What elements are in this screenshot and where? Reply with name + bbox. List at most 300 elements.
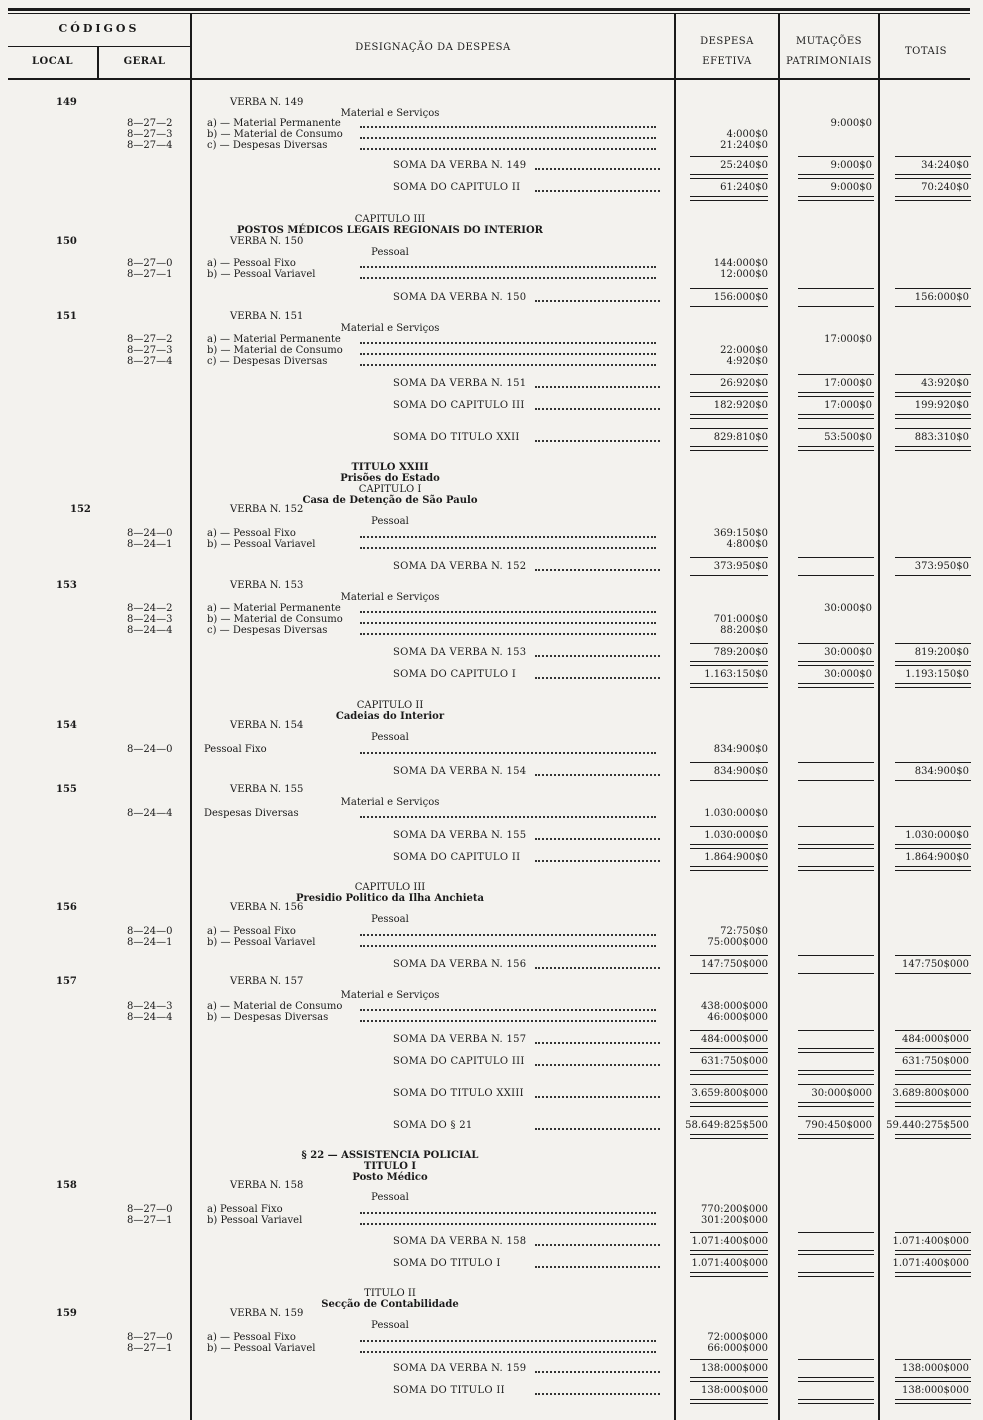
rule-totais-bottom bbox=[895, 392, 971, 393]
rule-totais-top bbox=[895, 848, 971, 849]
soma-mutacoes-value: 17:000$0 bbox=[824, 378, 872, 389]
section-heading: TITULO I bbox=[363, 1161, 417, 1172]
mutacoes-value: 30:000$0 bbox=[824, 603, 872, 614]
line-item-label: c) — Despesas Diversas bbox=[207, 140, 328, 151]
leader-dots bbox=[535, 1244, 660, 1246]
soma-totais-value: 1.193:150$0 bbox=[905, 669, 969, 680]
header-bottom-rule bbox=[8, 78, 970, 80]
soma-despesa-value: 1.071:400$000 bbox=[691, 1258, 768, 1269]
rule-mutacoes-bottom bbox=[798, 306, 874, 307]
soma-label: SOMA DO § 21 bbox=[393, 1120, 473, 1131]
soma-despesa-value: 156:000$0 bbox=[713, 292, 768, 303]
local-code: 151 bbox=[56, 311, 77, 322]
rule-mutacoes-bottom bbox=[798, 1399, 874, 1400]
soma-despesa-value: 834:900$0 bbox=[713, 766, 768, 777]
leader-dots bbox=[360, 934, 656, 936]
rule-despesa-top bbox=[690, 1232, 768, 1233]
soma-totais-value: 3.689:800$000 bbox=[892, 1088, 969, 1099]
geral-code: 8—24—3 bbox=[127, 1001, 173, 1012]
rule-despesa-double bbox=[690, 450, 768, 451]
rule-despesa-double bbox=[690, 1106, 768, 1107]
rule-mutacoes-double bbox=[798, 450, 874, 451]
rule-despesa-top bbox=[690, 1084, 768, 1085]
rule-totais-bottom bbox=[895, 1377, 971, 1378]
rule-mutacoes-top bbox=[798, 762, 874, 763]
rule-totais-bottom bbox=[895, 1102, 971, 1103]
rule-totais-bottom bbox=[895, 414, 971, 415]
section-heading: Pessoal bbox=[371, 1192, 409, 1203]
soma-label: SOMA DA VERBA N. 152 bbox=[393, 561, 527, 572]
rule-totais-top bbox=[895, 288, 971, 289]
rule-mutacoes-top bbox=[798, 1381, 874, 1382]
rule-mutacoes-bottom bbox=[798, 683, 874, 684]
despesa-value: 369:150$0 bbox=[713, 528, 768, 539]
section-heading: CAPITULO I bbox=[358, 484, 422, 495]
section-heading: Material e Serviços bbox=[340, 797, 440, 808]
rule-mutacoes-top bbox=[798, 288, 874, 289]
verba-heading: VERBA N. 151 bbox=[230, 311, 304, 322]
rule-despesa-top bbox=[690, 1116, 768, 1117]
rule-totais-bottom bbox=[895, 1134, 971, 1135]
rule-despesa-double bbox=[690, 1138, 768, 1139]
rule-despesa-double bbox=[690, 200, 768, 201]
rule-totais-bottom bbox=[895, 1250, 971, 1251]
leader-dots bbox=[535, 1128, 660, 1130]
header-local: LOCAL bbox=[32, 56, 73, 67]
soma-despesa-value: 26:920$0 bbox=[720, 378, 768, 389]
col-line-mutacoes bbox=[778, 14, 780, 1420]
geral-code: 8—24—4 bbox=[127, 1012, 173, 1023]
rule-mutacoes-double bbox=[798, 1106, 874, 1107]
despesa-value: 4:000$0 bbox=[726, 129, 768, 140]
soma-label: SOMA DA VERBA N. 153 bbox=[393, 647, 527, 658]
soma-totais-value: 484:000$000 bbox=[902, 1034, 969, 1045]
rule-mutacoes-double bbox=[798, 1138, 874, 1139]
rule-despesa-top bbox=[690, 288, 768, 289]
rule-totais-bottom bbox=[895, 1272, 971, 1273]
rule-mutacoes-bottom bbox=[798, 414, 874, 415]
geral-code: 8—24—0 bbox=[127, 528, 173, 539]
header-mutacoes-2: PATRIMONIAIS bbox=[786, 56, 872, 67]
rule-totais-bottom bbox=[895, 446, 971, 447]
soma-mutacoes-value: 790:450$000 bbox=[805, 1120, 872, 1131]
despesa-value: 88:200$0 bbox=[720, 625, 768, 636]
rule-mutacoes-bottom bbox=[798, 866, 874, 867]
soma-despesa-value: 25:240$0 bbox=[720, 160, 768, 171]
section-heading: CAPITULO II bbox=[356, 700, 424, 711]
leader-dots bbox=[535, 1393, 660, 1395]
soma-totais-value: 147:750$000 bbox=[902, 959, 969, 970]
leader-dots bbox=[535, 838, 660, 840]
leader-dots bbox=[535, 1064, 660, 1066]
rule-totais-top bbox=[895, 1030, 971, 1031]
line-item-label: c) — Despesas Diversas bbox=[207, 625, 328, 636]
geral-code: 8—27—1 bbox=[127, 1343, 173, 1354]
rule-mutacoes-top bbox=[798, 178, 874, 179]
section-heading: Material e Serviços bbox=[340, 108, 440, 119]
soma-totais-value: 34:240$0 bbox=[921, 160, 969, 171]
rule-despesa-bottom bbox=[690, 1134, 768, 1135]
soma-mutacoes-value: 53:500$0 bbox=[824, 432, 872, 443]
rule-despesa-double bbox=[690, 418, 768, 419]
soma-mutacoes-value: 30:000$0 bbox=[824, 647, 872, 658]
local-code: 158 bbox=[56, 1180, 77, 1191]
despesa-value: 22:000$0 bbox=[720, 345, 768, 356]
soma-despesa-value: 1.071:400$000 bbox=[691, 1236, 768, 1247]
soma-label: SOMA DA VERBA N. 150 bbox=[393, 292, 527, 303]
soma-totais-value: 819:200$0 bbox=[914, 647, 969, 658]
soma-despesa-value: 147:750$000 bbox=[701, 959, 768, 970]
rule-totais-top bbox=[895, 1381, 971, 1382]
rule-mutacoes-top bbox=[798, 1359, 874, 1360]
soma-totais-value: 43:920$0 bbox=[921, 378, 969, 389]
rule-despesa-top bbox=[690, 1381, 768, 1382]
soma-despesa-value: 789:200$0 bbox=[713, 647, 768, 658]
section-heading: Cadeias do Interior bbox=[335, 711, 445, 722]
verba-heading: VERBA N. 156 bbox=[230, 902, 304, 913]
rule-mutacoes-top bbox=[798, 374, 874, 375]
leader-dots bbox=[360, 126, 656, 128]
soma-totais-value: 834:900$0 bbox=[914, 766, 969, 777]
rule-despesa-bottom bbox=[690, 1102, 768, 1103]
despesa-value: 1.030:000$0 bbox=[704, 808, 768, 819]
rule-totais-top bbox=[895, 396, 971, 397]
rule-mutacoes-bottom bbox=[798, 844, 874, 845]
rule-totais-double bbox=[895, 1074, 971, 1075]
leader-dots bbox=[360, 752, 656, 754]
rule-totais-bottom bbox=[895, 661, 971, 662]
rule-totais-bottom bbox=[895, 780, 971, 781]
soma-totais-value: 199:920$0 bbox=[914, 400, 969, 411]
local-code: 154 bbox=[56, 720, 77, 731]
geral-code: 8—27—0 bbox=[127, 1204, 173, 1215]
rule-mutacoes-double bbox=[798, 1074, 874, 1075]
rule-totais-bottom bbox=[895, 575, 971, 576]
rule-mutacoes-top bbox=[798, 643, 874, 644]
rule-mutacoes-top bbox=[798, 557, 874, 558]
local-code: 156 bbox=[56, 902, 77, 913]
rule-despesa-top bbox=[690, 178, 768, 179]
rule-totais-bottom bbox=[895, 844, 971, 845]
rule-despesa-bottom bbox=[690, 661, 768, 662]
soma-totais-value: 1.864:900$0 bbox=[905, 852, 969, 863]
rule-mutacoes-bottom bbox=[798, 174, 874, 175]
verba-heading: VERBA N. 159 bbox=[230, 1308, 304, 1319]
leader-dots bbox=[360, 816, 656, 818]
rule-mutacoes-top bbox=[798, 396, 874, 397]
rule-mutacoes-bottom bbox=[798, 973, 874, 974]
soma-totais-value: 138:000$000 bbox=[902, 1363, 969, 1374]
leader-dots bbox=[535, 1096, 660, 1098]
rule-despesa-bottom bbox=[690, 414, 768, 415]
geral-code: 8—27—3 bbox=[127, 345, 173, 356]
rule-totais-bottom bbox=[895, 866, 971, 867]
rule-totais-top bbox=[895, 1359, 971, 1360]
rule-mutacoes-bottom bbox=[798, 1377, 874, 1378]
despesa-value: 66:000$000 bbox=[707, 1343, 768, 1354]
leader-dots bbox=[360, 342, 656, 344]
leader-dots bbox=[360, 266, 656, 268]
rule-totais-top bbox=[895, 1116, 971, 1117]
local-code: 159 bbox=[56, 1308, 77, 1319]
rule-mutacoes-bottom bbox=[798, 661, 874, 662]
section-heading: Casa de Detenção de São Paulo bbox=[302, 495, 478, 506]
soma-label: SOMA DO TITULO XXII bbox=[393, 432, 520, 443]
rule-despesa-bottom bbox=[690, 1377, 768, 1378]
rule-despesa-top bbox=[690, 1052, 768, 1053]
geral-code: 8—27—4 bbox=[127, 140, 173, 151]
rule-despesa-bottom bbox=[690, 866, 768, 867]
rule-mutacoes-bottom bbox=[798, 1048, 874, 1049]
despesa-value: 834:900$0 bbox=[713, 744, 768, 755]
geral-code: 8—27—2 bbox=[127, 118, 173, 129]
soma-totais-value: 156:000$0 bbox=[914, 292, 969, 303]
local-code: 157 bbox=[56, 976, 77, 987]
col-line-totais bbox=[878, 14, 880, 1420]
line-item-label: a) — Material Permanente bbox=[207, 603, 341, 614]
despesa-value: 72:750$0 bbox=[720, 926, 768, 937]
leader-dots bbox=[360, 1020, 656, 1022]
line-item-label: a) — Material de Consumo bbox=[207, 1001, 343, 1012]
rule-mutacoes-top bbox=[798, 1232, 874, 1233]
soma-mutacoes-value: 30:000$0 bbox=[824, 669, 872, 680]
soma-totais-value: 1.030:000$0 bbox=[905, 830, 969, 841]
leader-dots bbox=[360, 945, 656, 947]
rule-mutacoes-top bbox=[798, 428, 874, 429]
despesa-value: 72:000$000 bbox=[707, 1332, 768, 1343]
section-heading: Pessoal bbox=[371, 516, 409, 527]
soma-mutacoes-value: 17:000$0 bbox=[824, 400, 872, 411]
leader-dots bbox=[535, 440, 660, 442]
leader-dots bbox=[535, 408, 660, 410]
despesa-value: 144:000$0 bbox=[713, 258, 768, 269]
rule-despesa-bottom bbox=[690, 1272, 768, 1273]
soma-label: SOMA DA VERBA N. 149 bbox=[393, 160, 527, 171]
leader-dots bbox=[535, 860, 660, 862]
rule-despesa-top bbox=[690, 643, 768, 644]
section-heading: § 22 — ASSISTENCIA POLICIAL bbox=[301, 1150, 479, 1161]
leader-dots bbox=[360, 622, 656, 624]
rule-despesa-top bbox=[690, 762, 768, 763]
rule-totais-bottom bbox=[895, 973, 971, 974]
rule-despesa-bottom bbox=[690, 1250, 768, 1251]
rule-totais-top bbox=[895, 178, 971, 179]
rule-despesa-bottom bbox=[690, 683, 768, 684]
section-heading: Pessoal bbox=[371, 732, 409, 743]
rule-mutacoes-double bbox=[798, 870, 874, 871]
rule-mutacoes-bottom bbox=[798, 1250, 874, 1251]
line-item-label: b) Pessoal Variavel bbox=[207, 1215, 303, 1226]
header-mutacoes-1: MUTAÇÕES bbox=[795, 36, 862, 47]
geral-code: 8—27—3 bbox=[127, 129, 173, 140]
top-rule-thick bbox=[8, 8, 970, 11]
line-item-label: a) — Material Permanente bbox=[207, 334, 341, 345]
soma-label: SOMA DO TITULO XXIII bbox=[393, 1088, 524, 1099]
rule-totais-top bbox=[895, 762, 971, 763]
rule-mutacoes-top bbox=[798, 1116, 874, 1117]
rule-mutacoes-top bbox=[798, 955, 874, 956]
leader-dots bbox=[360, 148, 656, 150]
soma-totais-value: 70:240$0 bbox=[921, 182, 969, 193]
line-item-label: a) — Pessoal Fixo bbox=[207, 926, 296, 937]
soma-label: SOMA DA VERBA N. 159 bbox=[393, 1363, 527, 1374]
rule-despesa-top bbox=[690, 826, 768, 827]
leader-dots bbox=[535, 190, 660, 192]
geral-code: 8—24—1 bbox=[127, 539, 173, 550]
rule-totais-top bbox=[895, 643, 971, 644]
line-item-label: a) — Pessoal Fixo bbox=[207, 258, 296, 269]
leader-dots bbox=[535, 1371, 660, 1373]
rule-despesa-top bbox=[690, 374, 768, 375]
soma-despesa-value: 138:000$000 bbox=[701, 1363, 768, 1374]
rule-despesa-top bbox=[690, 1359, 768, 1360]
soma-label: SOMA DO CAPITULO III bbox=[393, 1056, 525, 1067]
soma-mutacoes-value: 30:000$000 bbox=[811, 1088, 872, 1099]
geral-code: 8—24—0 bbox=[127, 744, 173, 755]
geral-code: 8—27—4 bbox=[127, 356, 173, 367]
despesa-value: 438:000$000 bbox=[701, 1001, 768, 1012]
rule-totais-bottom bbox=[895, 1048, 971, 1049]
section-heading: CAPITULO III bbox=[354, 214, 426, 225]
geral-code: 8—24—0 bbox=[127, 926, 173, 937]
leader-dots bbox=[535, 967, 660, 969]
header-despesa-2: EFETIVA bbox=[702, 56, 752, 67]
rule-totais-top bbox=[895, 1084, 971, 1085]
geral-code: 8—24—3 bbox=[127, 614, 173, 625]
rule-despesa-bottom bbox=[690, 392, 768, 393]
section-heading: Material e Serviços bbox=[340, 990, 440, 1001]
rule-mutacoes-top bbox=[798, 156, 874, 157]
rule-despesa-double bbox=[690, 687, 768, 688]
line-item-label: b) — Pessoal Variavel bbox=[207, 539, 316, 550]
rule-despesa-bottom bbox=[690, 306, 768, 307]
soma-mutacoes-value: 9:000$0 bbox=[830, 160, 872, 171]
section-heading: Prisões do Estado bbox=[340, 473, 440, 484]
line-item-label: a) — Pessoal Fixo bbox=[207, 528, 296, 539]
soma-despesa-value: 182:920$0 bbox=[713, 400, 768, 411]
rule-totais-top bbox=[895, 955, 971, 956]
soma-despesa-value: 631:750$000 bbox=[701, 1056, 768, 1067]
rule-despesa-bottom bbox=[690, 1070, 768, 1071]
soma-label: SOMA DO TITULO I bbox=[393, 1258, 501, 1269]
rule-despesa-top bbox=[690, 396, 768, 397]
rule-mutacoes-top bbox=[798, 1084, 874, 1085]
leader-dots bbox=[360, 536, 656, 538]
line-item-label: b) — Pessoal Variavel bbox=[207, 1343, 316, 1354]
soma-label: SOMA DO CAPITULO II bbox=[393, 182, 521, 193]
rule-mutacoes-top bbox=[798, 665, 874, 666]
rule-totais-top bbox=[895, 826, 971, 827]
leader-dots bbox=[535, 1266, 660, 1268]
leader-dots bbox=[360, 353, 656, 355]
rule-totais-double bbox=[895, 870, 971, 871]
header-designacao: DESIGNAÇÃO DA DESPESA bbox=[355, 42, 511, 53]
soma-label: SOMA DA VERBA N. 158 bbox=[393, 1236, 527, 1247]
rule-mutacoes-bottom bbox=[798, 1134, 874, 1135]
rule-totais-double bbox=[895, 687, 971, 688]
verba-heading: VERBA N. 157 bbox=[230, 976, 304, 987]
rule-totais-double bbox=[895, 1276, 971, 1277]
soma-despesa-value: 373:950$0 bbox=[713, 561, 768, 572]
rule-mutacoes-bottom bbox=[798, 392, 874, 393]
rule-despesa-top bbox=[690, 428, 768, 429]
rule-mutacoes-bottom bbox=[798, 575, 874, 576]
section-heading: Pessoal bbox=[371, 247, 409, 258]
leader-dots bbox=[360, 547, 656, 549]
line-item-label: a) — Pessoal Fixo bbox=[207, 1332, 296, 1343]
leader-dots bbox=[360, 1340, 656, 1342]
section-heading: Material e Serviços bbox=[340, 592, 440, 603]
rule-despesa-top bbox=[690, 955, 768, 956]
rule-totais-top bbox=[895, 374, 971, 375]
soma-despesa-value: 829:810$0 bbox=[713, 432, 768, 443]
geral-code: 8—27—1 bbox=[127, 1215, 173, 1226]
geral-code: 8—27—1 bbox=[127, 269, 173, 280]
soma-label: SOMA DA VERBA N. 157 bbox=[393, 1034, 527, 1045]
rule-despesa-double bbox=[690, 1074, 768, 1075]
codigos-rule bbox=[8, 46, 190, 47]
despesa-value: 701:000$0 bbox=[713, 614, 768, 625]
section-heading: Posto Médico bbox=[352, 1172, 428, 1183]
geral-code: 8—27—2 bbox=[127, 334, 173, 345]
rule-totais-double bbox=[895, 1403, 971, 1404]
col-line-despesa bbox=[674, 14, 676, 1420]
section-heading: POSTOS MÉDICOS LEGAIS REGIONAIS DO INTERIOR bbox=[237, 225, 543, 236]
leader-dots bbox=[535, 677, 660, 679]
soma-despesa-value: 3.659:800$000 bbox=[691, 1088, 768, 1099]
leader-dots bbox=[535, 655, 660, 657]
soma-totais-value: 883:310$0 bbox=[914, 432, 969, 443]
soma-label: SOMA DO CAPITULO II bbox=[393, 852, 521, 863]
line-item-label: b) — Despesas Diversas bbox=[207, 1012, 329, 1023]
rule-totais-bottom bbox=[895, 1399, 971, 1400]
soma-totais-value: 138:000$000 bbox=[902, 1385, 969, 1396]
soma-label: SOMA DO CAPITULO I bbox=[393, 669, 517, 680]
soma-totais-value: 631:750$000 bbox=[902, 1056, 969, 1067]
rule-totais-top bbox=[895, 665, 971, 666]
despesa-value: 4:800$0 bbox=[726, 539, 768, 550]
line-item-label: b) — Pessoal Variavel bbox=[207, 269, 316, 280]
soma-despesa-value: 58.649:825$500 bbox=[685, 1120, 768, 1131]
soma-label: SOMA DA VERBA N. 151 bbox=[393, 378, 527, 389]
rule-despesa-top bbox=[690, 156, 768, 157]
leader-dots bbox=[360, 364, 656, 366]
line-item-label: Pessoal Fixo bbox=[204, 744, 267, 755]
line-item-label: b) — Material de Consumo bbox=[207, 129, 343, 140]
rule-mutacoes-top bbox=[798, 1254, 874, 1255]
rule-totais-top bbox=[895, 1232, 971, 1233]
rule-despesa-bottom bbox=[690, 446, 768, 447]
line-item-label: b) — Material de Consumo bbox=[207, 614, 343, 625]
leader-dots bbox=[360, 633, 656, 635]
rule-mutacoes-bottom bbox=[798, 1272, 874, 1273]
soma-despesa-value: 1.864:900$0 bbox=[704, 852, 768, 863]
line-item-label: c) — Despesas Diversas bbox=[207, 356, 328, 367]
line-item-label: a) — Material Permanente bbox=[207, 118, 341, 129]
despesa-value: 75:000$000 bbox=[707, 937, 768, 948]
rule-despesa-bottom bbox=[690, 1399, 768, 1400]
soma-totais-value: 373:950$0 bbox=[914, 561, 969, 572]
soma-despesa-value: 1.163:150$0 bbox=[704, 669, 768, 680]
geral-code: 8—24—4 bbox=[127, 625, 173, 636]
verba-heading: VERBA N. 154 bbox=[230, 720, 304, 731]
rule-totais-top bbox=[895, 428, 971, 429]
soma-despesa-value: 138:000$000 bbox=[701, 1385, 768, 1396]
geral-code: 8—24—1 bbox=[127, 937, 173, 948]
rule-totais-double bbox=[895, 200, 971, 201]
soma-totais-value: 1.071:400$000 bbox=[892, 1236, 969, 1247]
rule-despesa-bottom bbox=[690, 780, 768, 781]
